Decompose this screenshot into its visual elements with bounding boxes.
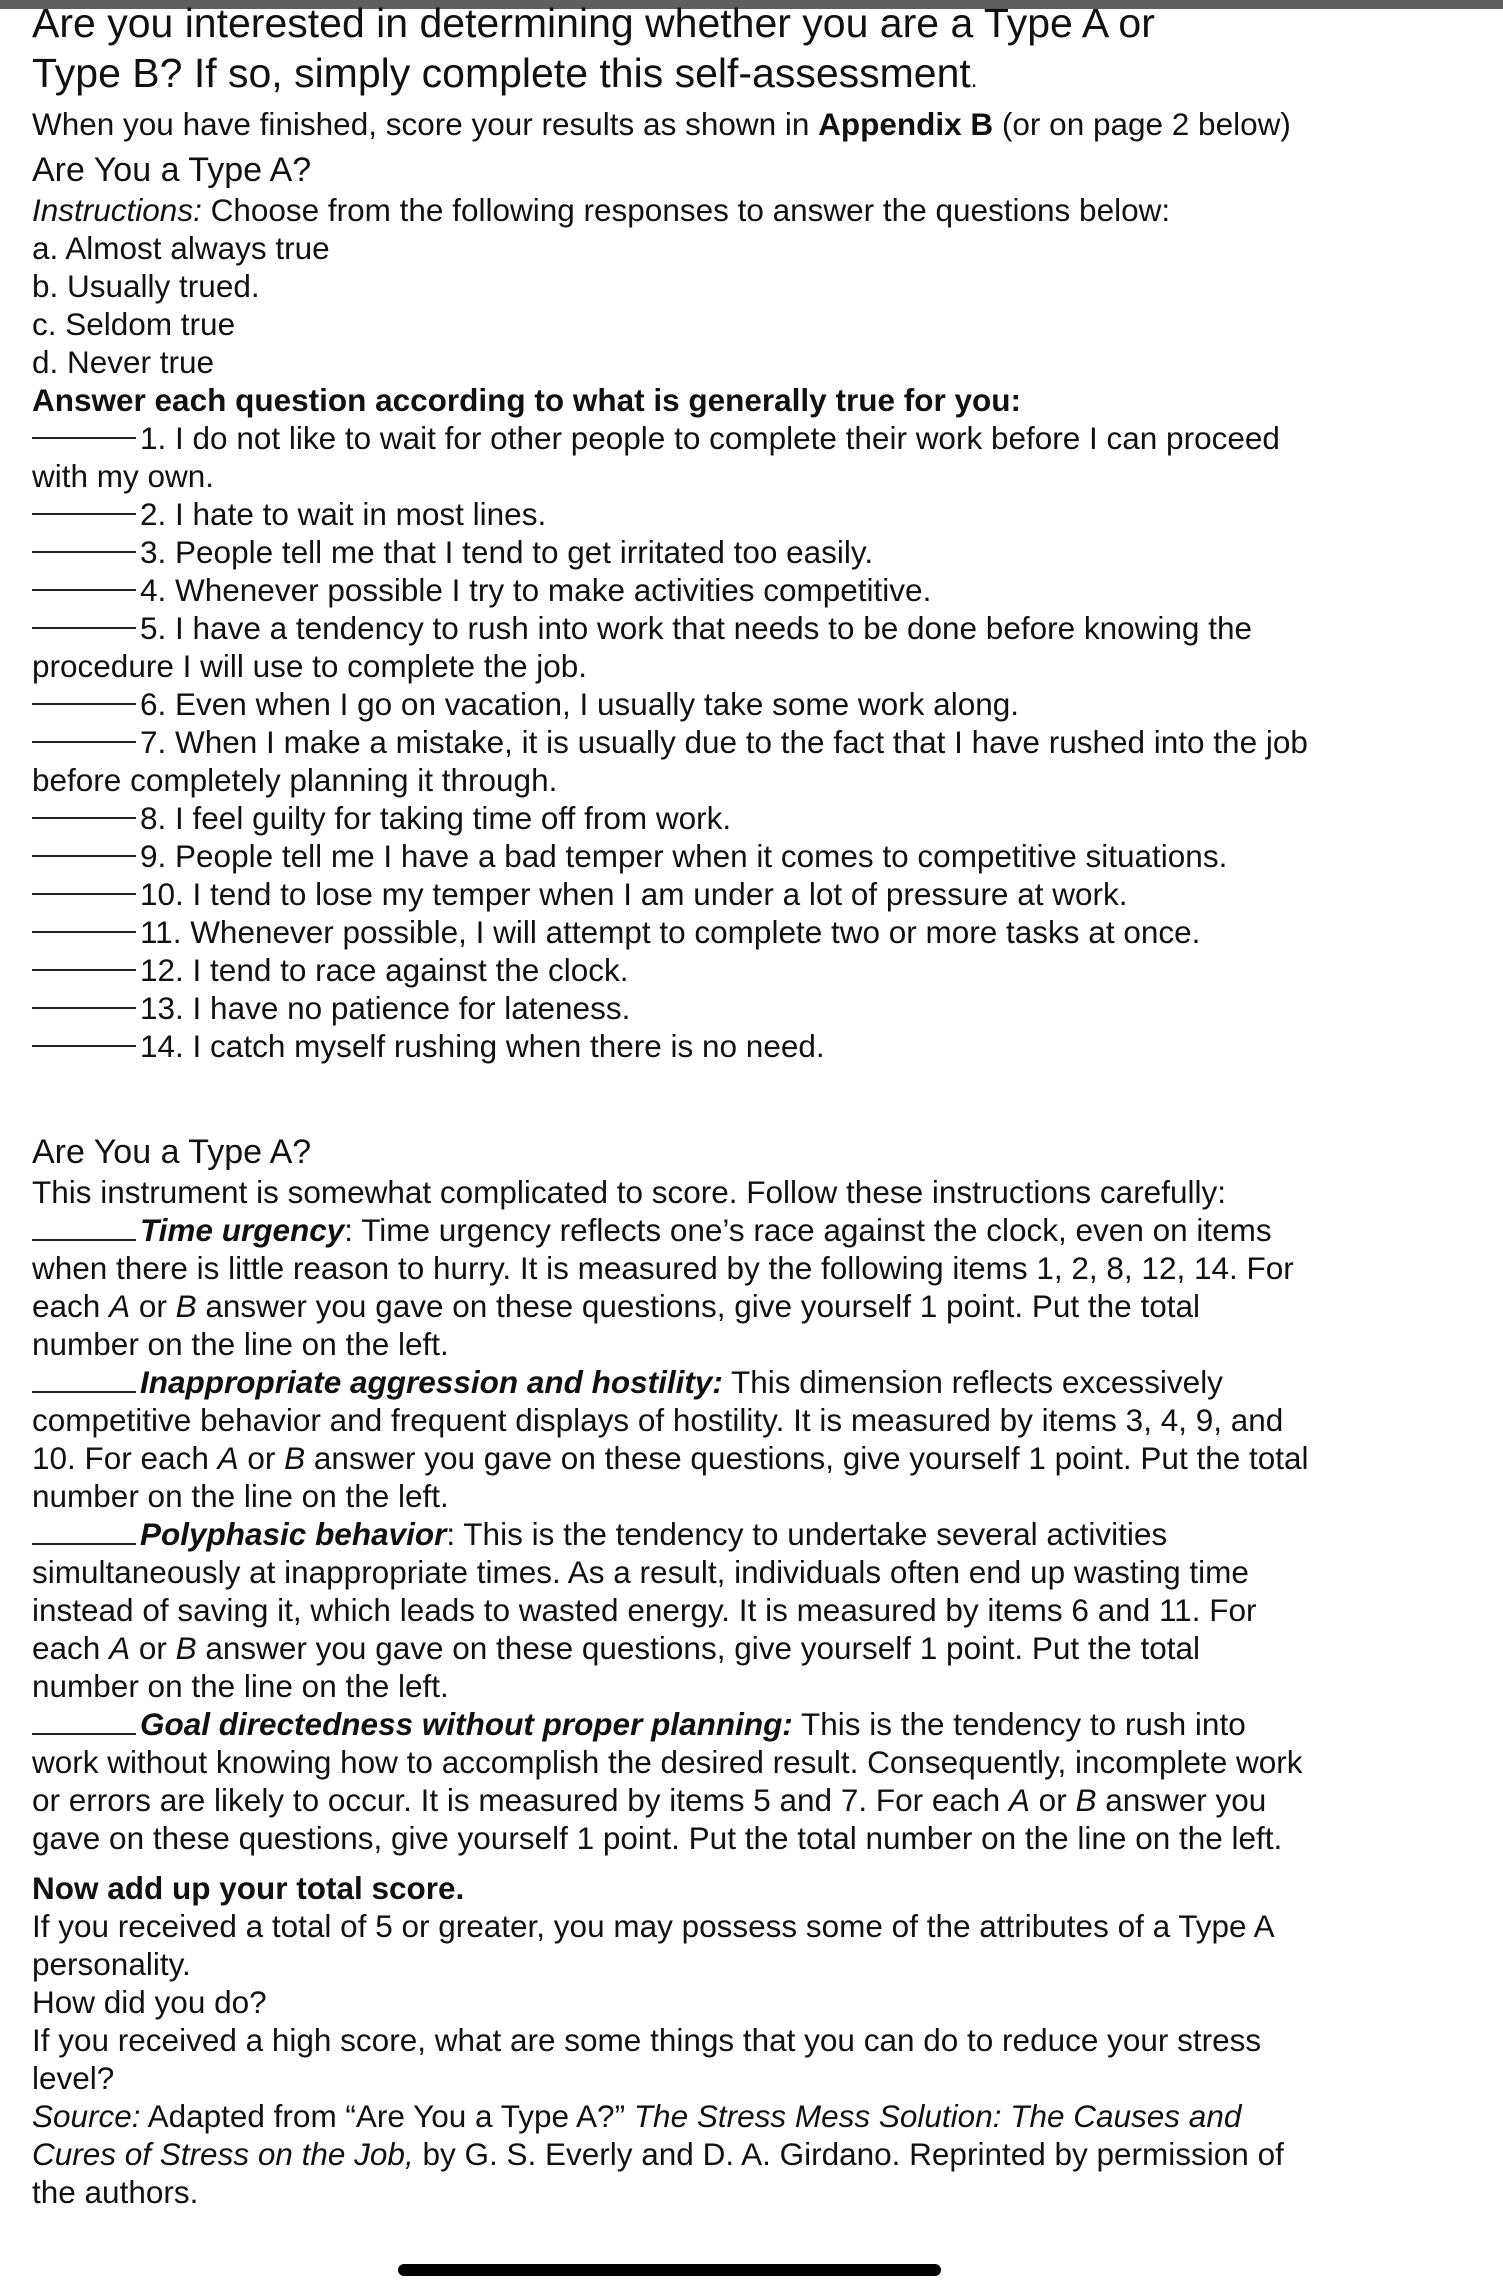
assessment-heading: Are You a Type A? — [32, 151, 312, 189]
answer-blank[interactable] — [32, 969, 136, 971]
document-page — [32, 0, 1312, 2211]
response-option: d. Never true — [32, 344, 215, 380]
intro-paragraph: When you have finished, score your results as shown in Appendix B (or on page 2 below) — [32, 106, 1291, 142]
scoring-dimension: Goal directedness without proper planning: This is the tendency to rush into work without knowing how to accomplish the desired result. Consequently, incomplete work or errors are likely to occur. It is measured by items 5 and 7. For each A or B answer you gave on these questions, give yourself 1 point. Put the total number on the line on the left. — [32, 1706, 1303, 1856]
question-item: 14. I catch myself rushing when there is no need. — [32, 1027, 1312, 1065]
question-item: 12. I tend to race against the clock. — [32, 951, 1312, 989]
question-item: 11. Whenever possible, I will attempt to complete two or more tasks at once. — [32, 913, 1312, 951]
total-text: If you received a total of 5 or greater, you may possess some of the attributes of a Type A personality. — [32, 1908, 1273, 1982]
question-item: 4. Whenever possible I try to make activities competitive. — [32, 571, 1312, 609]
home-indicator[interactable] — [398, 2264, 941, 2276]
instructions: Instructions: Choose from the following responses to answer the questions below: — [32, 192, 1171, 228]
answer-blank[interactable] — [32, 513, 136, 515]
scoring-dimension: Time urgency: Time urgency reflects one’s race against the clock, even on items when there is little reason to hurry. It is measured by the following items 1, 2, 8, 12, 14. For each A or B answer you gave on these questions, give yourself 1 point. Put the total number on the line on the left. — [32, 1212, 1294, 1362]
answer-prompt: Answer each question according to what is generally true for you: — [32, 382, 1021, 418]
score-blank[interactable] — [32, 1733, 136, 1735]
reflection-question: If you received a high score, what are some things that you can do to reduce your stress level? — [32, 2022, 1262, 2096]
scoring-heading: Are You a Type A? — [32, 1133, 312, 1171]
scoring-dimension: Polyphasic behavior: This is the tendency to undertake several activities simultaneously at inappropriate times. As a result, individuals often end up wasting time instead of saving it, which leads to wasted energy. It is measured by items 6 and 11. For each A or B answer you gave on these questions, give yourself 1 point. Put the total number on the line on the left. — [32, 1516, 1257, 1704]
question-list — [32, 419, 1312, 1065]
answer-blank[interactable] — [32, 627, 136, 629]
title-dot: . — [970, 66, 978, 93]
question-item: 5. I have a tendency to rush into work that needs to be done before knowing the procedure I will use to complete the job. — [32, 610, 1252, 684]
response-option: c. Seldom true — [32, 306, 236, 342]
answer-blank[interactable] — [32, 1045, 136, 1047]
answer-blank[interactable] — [32, 741, 136, 743]
answer-blank[interactable] — [32, 1007, 136, 1009]
scoring-intro: This instrument is somewhat complicated to score. Follow these instructions carefully: — [32, 1174, 1226, 1210]
answer-blank[interactable] — [32, 551, 136, 553]
question-item: 1. I do not like to wait for other people to complete their work before I can proceed with my own. — [32, 420, 1280, 494]
answer-blank[interactable] — [32, 855, 136, 857]
response-option: a. Almost always true — [32, 230, 330, 266]
question-item: 7. When I make a mistake, it is usually due to the fact that I have rushed into the job before completely planning it through. — [32, 724, 1308, 798]
question-item: 8. I feel guilty for taking time off from work. — [32, 799, 1312, 837]
score-blank[interactable] — [32, 1543, 136, 1545]
source-citation: Source: Adapted from “Are You a Type A?” The Stress Mess Solution: The Causes and Cures of Stress on the Job, by G. S. Everly and D. A. Girdano. Reprinted by permission of the authors. — [32, 2098, 1284, 2210]
answer-blank[interactable] — [32, 893, 136, 895]
score-blank[interactable] — [32, 1391, 136, 1393]
total-heading: Now add up your total score. — [32, 1870, 465, 1906]
answer-blank[interactable] — [32, 437, 136, 439]
scoring-dimension: Inappropriate aggression and hostility: This dimension reflects excessively competitive behavior and frequent displays of hostility. It is measured by items 3, 4, 9, and 10. For each A or B answer you gave on these questions, give yourself 1 point. Put the total number on the line on the left. — [32, 1364, 1309, 1514]
answer-blank[interactable] — [32, 703, 136, 705]
page-title — [32, 0, 1312, 105]
response-option: b. Usually trued. — [32, 268, 260, 304]
reflection-question: How did you do? — [32, 1984, 267, 2020]
answer-blank[interactable] — [32, 589, 136, 591]
answer-blank[interactable] — [32, 817, 136, 819]
question-item: 2. I hate to wait in most lines. — [32, 495, 1312, 533]
title-line-1: Are you interested in determining whether you are a Type A or — [32, 0, 1155, 46]
title-line-2: Type B? If so, simply complete this self-assessment — [32, 50, 971, 96]
question-item: 9. People tell me I have a bad temper when it comes to competitive situations. — [32, 837, 1312, 875]
question-item: 10. I tend to lose my temper when I am under a lot of pressure at work. — [32, 875, 1312, 913]
question-item: 6. Even when I go on vacation, I usually take some work along. — [32, 685, 1312, 723]
question-item: 13. I have no patience for lateness. — [32, 989, 1312, 1027]
answer-blank[interactable] — [32, 931, 136, 933]
question-item: 3. People tell me that I tend to get irritated too easily. — [32, 533, 1312, 571]
score-blank[interactable] — [32, 1239, 136, 1241]
appendix-b-link-text: Appendix B — [818, 106, 994, 142]
